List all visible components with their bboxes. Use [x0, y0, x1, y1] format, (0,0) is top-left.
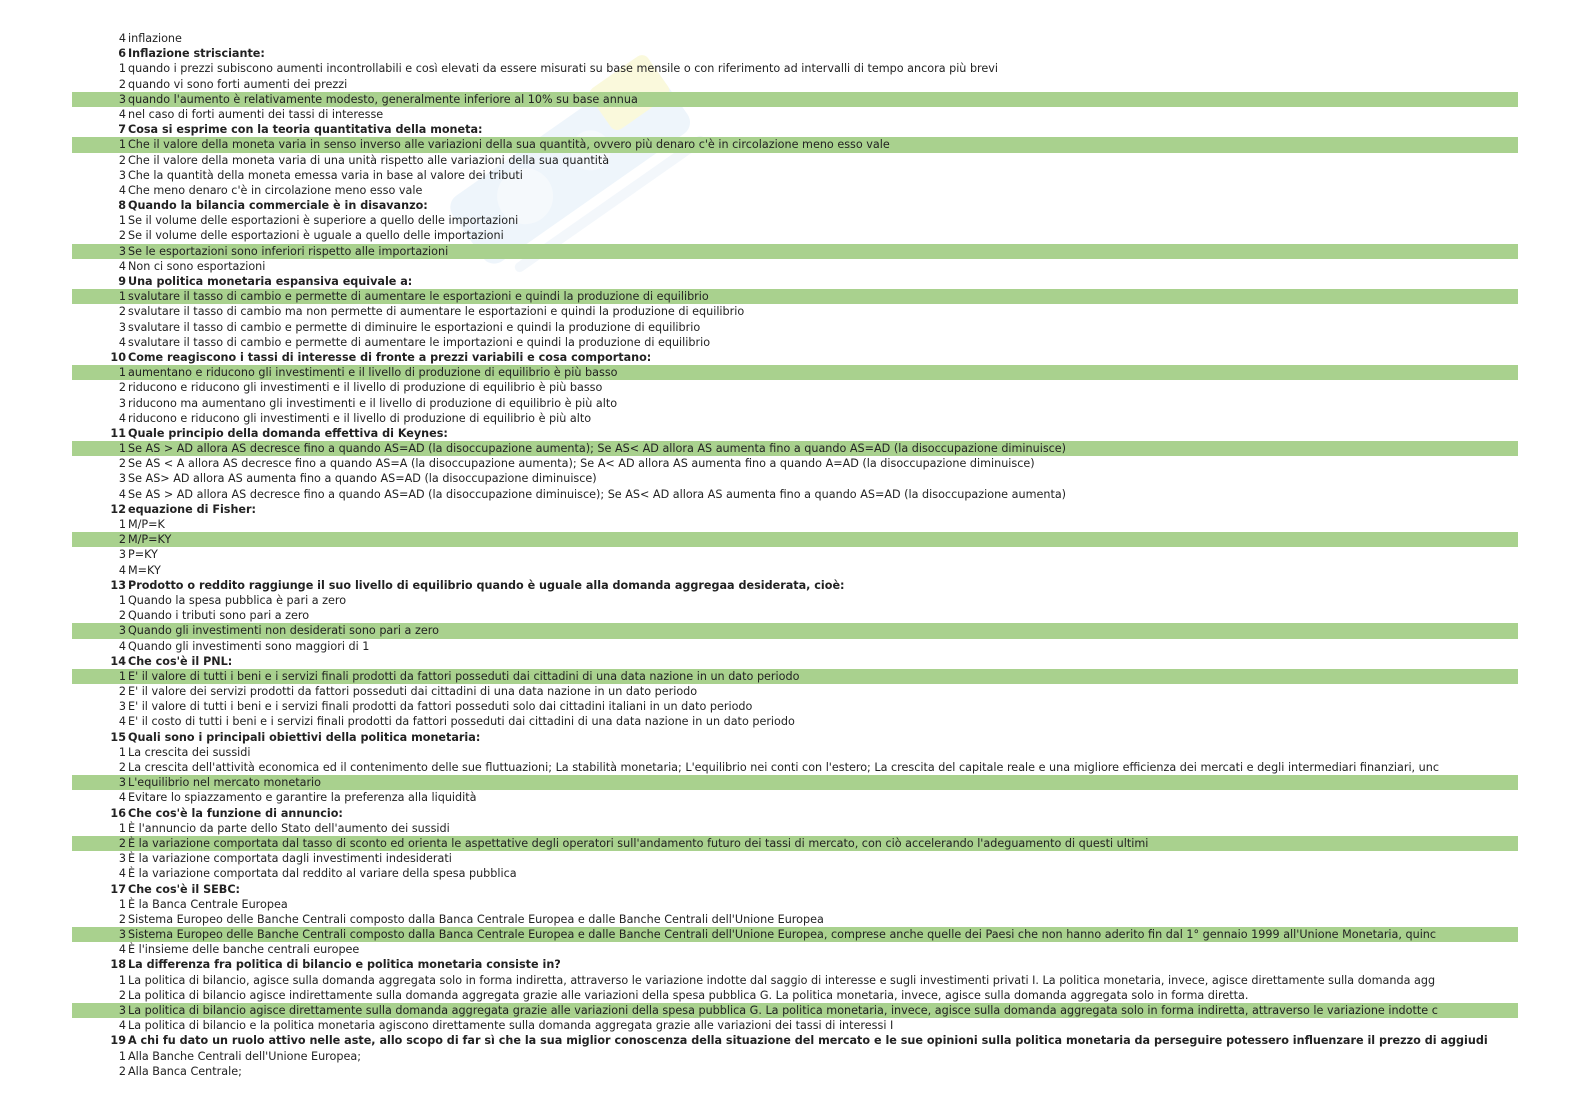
answer-row [0, 821, 1579, 836]
question-row [0, 957, 1579, 972]
answer-number: 1 [118, 973, 126, 987]
question-text: A chi fu dato un ruolo attivo nelle aste, allo scopo di far sì che la sua miglior conoscenza della situazione del mercato e le sue opinioni sulla politica monetaria da perseguire potessero influenzare il prezzo di aggiudi [128, 1034, 1488, 1048]
answer-number: 1 [118, 1049, 126, 1063]
correct-answer-row [72, 927, 1518, 942]
answer-text: Se il volume delle esportazioni è superiore a quello delle importazioni [128, 214, 519, 228]
answer-row [0, 456, 1579, 471]
answer-text: Se le esportazioni sono inferiori rispetto alle importazioni [128, 244, 449, 258]
answer-row [0, 487, 1579, 502]
answer-text: È la variazione comportata dal reddito al variare della spesa pubblica [128, 867, 517, 881]
question-row [0, 198, 1579, 213]
answer-row [0, 547, 1579, 562]
answer-number: 3 [118, 320, 126, 334]
answer-row [0, 866, 1579, 881]
answer-number: 1 [118, 62, 126, 76]
answer-number: 3 [118, 1004, 126, 1017]
answer-text: M/P=K [128, 518, 165, 531]
answer-text: svalutare il tasso di cambio e permette di diminuire le esportazioni e quindi la produzione di equilibrio [128, 320, 701, 334]
answer-text: E' il valore di tutti i beni e i servizi finali prodotti da fattori posseduti solo dai cittadini italiani in un dato periodo [128, 700, 753, 714]
answer-number: 4 [118, 715, 126, 729]
answer-number: 1 [118, 138, 126, 152]
answer-number: 3 [118, 700, 126, 714]
question-row [0, 730, 1579, 745]
answer-text: Evitare lo spiazzamento e garantire la preferenza alla liquidità [128, 791, 477, 805]
answer-text: riducono e riducono gli investimenti e il livello di produzione di equilibrio è più alto [128, 411, 592, 425]
answer-text: P=KY [128, 548, 158, 562]
answer-number: 1 [118, 442, 126, 456]
answer-text: È l'annuncio da parte dello Stato dell'aumento dei sussidi [128, 821, 450, 835]
question-number: 16 [110, 806, 126, 820]
answer-number: 3 [118, 396, 126, 410]
answer-text: Sistema Europeo delle Banche Centrali composto dalla Banca Centrale Europea e dalle Banche Centrali dell'Unione Europea, comprese anche quelle dei Paesi che non hanno aderito fin dal 1° gennaio 1999 all'Unione Monetaria, quinc [128, 928, 1437, 942]
question-row [0, 578, 1579, 593]
answer-number: 2 [118, 609, 126, 623]
answer-text: La politica di bilancio e la politica monetaria agiscono direttamente sulla domanda aggregata grazie alle variazioni dei tassi di interessi I [128, 1019, 894, 1033]
answer-row [0, 396, 1579, 411]
answer-number: 3 [118, 92, 126, 106]
answer-text: M/P=KY [128, 533, 172, 547]
correct-answer-row [72, 137, 1518, 152]
answer-text: svalutare il tasso di cambio e permette di aumentare le importazioni e quindi la produzione di equilibrio [128, 335, 711, 349]
answer-text: La politica di bilancio agisce direttamente sulla domanda aggregata grazie alle variazioni della spesa pubblica G. La politica monetaria, invece, agisce sulla domanda aggregata solo in forma indiretta, attraverso le variazione indotte c [128, 1004, 1438, 1017]
answer-row [0, 1018, 1579, 1033]
correct-answer-row [72, 441, 1518, 456]
answer-row [0, 608, 1579, 623]
answer-text: L'equilibrio nel mercato monetario [128, 776, 321, 790]
question-number: 12 [110, 502, 126, 516]
question-number: 7 [118, 123, 126, 137]
answer-number: 2 [118, 685, 126, 699]
question-number: 13 [110, 578, 126, 592]
answer-number: 1 [118, 214, 126, 228]
answer-row [0, 61, 1579, 76]
answer-number: 1 [118, 366, 126, 380]
question-number: 18 [110, 958, 126, 972]
answer-text: E' il valore di tutti i beni e i servizi finali prodotti da fattori posseduti dai cittadini di una data nazione in un dato periodo [128, 669, 800, 683]
correct-answer-row [72, 836, 1518, 851]
answer-number: 4 [118, 867, 126, 881]
answer-number: 4 [118, 791, 126, 805]
answer-text: Che il valore della moneta varia di una unità rispetto alle variazioni della sua quantità [128, 153, 610, 167]
answer-text: Se AS < A allora AS decresce fino a quando AS=A (la disoccupazione aumenta); Se A< AD allora AS aumenta fino a quando A=AD (la disoccupazione diminuisce) [128, 457, 1035, 471]
question-number: 17 [110, 882, 126, 896]
answer-text: Quando gli investimenti sono maggiori di 1 [128, 639, 370, 653]
answer-row [0, 411, 1579, 426]
answer-number: 4 [118, 943, 126, 957]
answer-number: 4 [118, 411, 126, 425]
answer-number: 1 [118, 669, 126, 683]
answer-number: 4 [118, 32, 126, 45]
answer-number: 1 [118, 821, 126, 835]
answer-text: Se il volume delle esportazioni è uguale a quello delle importazioni [128, 229, 504, 243]
answer-row [0, 942, 1579, 957]
correct-answer-row [72, 365, 1518, 380]
answer-text: La crescita dei sussidi [128, 745, 251, 759]
question-row [0, 122, 1579, 137]
question-number: 6 [118, 47, 126, 61]
answer-text: Che meno denaro c'è in circolazione meno esso vale [128, 183, 423, 197]
question-row [0, 46, 1579, 61]
answer-text: aumentano e riducono gli investimenti e il livello di produzione di equilibrio è più basso [128, 366, 618, 380]
question-text: Come reagiscono i tassi di interesse di fronte a prezzi variabili e cosa comportano: [128, 350, 652, 364]
answer-sheet [0, 31, 1579, 1079]
answer-row [0, 168, 1579, 183]
answer-text: La politica di bilancio agisce indirettamente sulla domanda aggregata grazie alle variazioni della spesa pubblica G. La politica monetaria, invece, agisce sulla domanda aggregata solo in forma diretta. [128, 988, 1249, 1002]
answer-number: 2 [118, 305, 126, 319]
answer-number: 2 [118, 457, 126, 471]
answer-row [0, 228, 1579, 243]
answer-number: 2 [118, 381, 126, 395]
answer-text: svalutare il tasso di cambio ma non permette di aumentare le esportazioni e quindi la produzione di equilibrio [128, 305, 745, 319]
question-number: 15 [110, 730, 126, 744]
answer-text: La politica di bilancio, agisce sulla domanda aggregata solo in forma indiretta, attraverso le variazione indotte dal saggio di interesse e sugli investimenti privati I. La politica monetaria, invece, agisce direttamente sulla domanda agg [128, 973, 1436, 987]
answer-number: 4 [118, 1019, 126, 1033]
answer-row [0, 684, 1579, 699]
answer-text: È la variazione comportata dal tasso di sconto ed orienta le aspettative degli operatori sull'andamento futuro dei tassi di mercato, con ciò accelerando l'adeguamento di questi ultimi [128, 836, 1149, 850]
answer-row [0, 563, 1579, 578]
correct-answer-row [72, 92, 1518, 107]
answer-number: 4 [118, 259, 126, 273]
question-text: Che cos'è la funzione di annuncio: [128, 806, 343, 820]
question-row [0, 654, 1579, 669]
correct-answer-row [72, 532, 1518, 547]
answer-row [0, 304, 1579, 319]
question-text: Quando la bilancia commerciale è in disavanzo: [128, 199, 428, 213]
correct-answer-row [72, 244, 1518, 259]
question-row [0, 806, 1579, 821]
answer-row [0, 31, 1579, 46]
answer-number: 1 [118, 518, 126, 531]
answer-row [0, 897, 1579, 912]
answer-text: Se AS> AD allora AS aumenta fino a quando AS=AD (la disoccupazione diminuisce) [128, 472, 597, 486]
answer-row [0, 851, 1579, 866]
answer-text: Quando i tributi sono pari a zero [128, 609, 310, 623]
answer-number: 1 [118, 290, 126, 304]
answer-number: 1 [118, 593, 126, 607]
answer-text: È la Banca Centrale Europea [128, 897, 288, 911]
answer-row [0, 335, 1579, 350]
correct-answer-row [72, 669, 1518, 684]
answer-row [0, 988, 1579, 1003]
answer-row [0, 912, 1579, 927]
question-text: Inflazione strisciante: [128, 47, 265, 61]
question-text: Quale principio della domanda effettiva di Keynes: [128, 426, 448, 440]
answer-number: 3 [118, 624, 126, 638]
answer-text: Quando la spesa pubblica è pari a zero [128, 593, 347, 607]
answer-text: È la variazione comportata dagli investimenti indesiderati [128, 852, 452, 866]
answer-number: 4 [118, 639, 126, 653]
question-row [0, 274, 1579, 289]
question-number: 19 [110, 1034, 126, 1048]
answer-text: quando i prezzi subiscono aumenti incontrollabili e così elevati da essere misurati su base mensile o con riferimento ad intervalli di tempo ancora più brevi [128, 62, 999, 76]
question-number: 8 [118, 199, 126, 213]
question-row [0, 426, 1579, 441]
answer-number: 3 [118, 244, 126, 258]
question-number: 11 [110, 426, 126, 440]
answer-number: 2 [118, 153, 126, 167]
question-text: equazione di Fisher: [128, 502, 257, 516]
answer-row [0, 107, 1579, 122]
question-row [0, 502, 1579, 517]
answer-number: 4 [118, 335, 126, 349]
correct-answer-row [72, 775, 1518, 790]
answer-number: 2 [118, 988, 126, 1002]
answer-text: riducono ma aumentano gli investimenti e il livello di produzione di equilibrio è più alto [128, 396, 618, 410]
answer-number: 2 [118, 761, 126, 774]
answer-row [0, 1064, 1579, 1079]
answer-row [0, 639, 1579, 654]
answer-text: inflazione [128, 32, 182, 45]
answer-text: La crescita dell'attività economica ed il contenimento delle sue fluttuazioni; La stabilità monetaria; L'equilibrio nei conti con l'estero; La crescita del capitale reale e una migliore efficienza dei mercati e degli intermediari finanziari, unc [128, 761, 1439, 774]
question-number: 9 [118, 275, 126, 288]
answer-text: Alla Banche Centrali dell'Unione Europea; [128, 1049, 361, 1063]
question-text: Che cos'è il PNL: [128, 654, 233, 668]
answer-row [0, 213, 1579, 228]
answer-row [0, 973, 1579, 988]
answer-row [0, 593, 1579, 608]
answer-row [0, 183, 1579, 198]
answer-number: 3 [118, 472, 126, 486]
answer-row [0, 259, 1579, 274]
question-row [0, 350, 1579, 365]
answer-text: Non ci sono esportazioni [128, 259, 266, 273]
answer-text: M=KY [128, 563, 161, 577]
answer-text: Quando gli investimenti non desiderati sono pari a zero [128, 624, 439, 638]
answer-text: quando vi sono forti aumenti dei prezzi [128, 77, 348, 91]
answer-number: 3 [118, 548, 126, 562]
question-row [0, 1033, 1579, 1048]
answer-number: 3 [118, 928, 126, 942]
correct-answer-row [72, 623, 1518, 638]
answer-text: È l'insieme delle banche centrali europee [128, 943, 360, 957]
answer-number: 2 [118, 229, 126, 243]
answer-text: riducono e riducono gli investimenti e il livello di produzione di equilibrio è più basso [128, 381, 603, 395]
question-number: 10 [110, 350, 126, 364]
answer-text: E' il costo di tutti i beni e i servizi finali prodotti da fattori posseduti dai cittadini di una data nazione in un dato periodo [128, 715, 795, 729]
question-text: Prodotto o reddito raggiunge il suo livello di equilibrio quando è uguale alla domanda aggregaa desiderata, cioè: [128, 578, 845, 592]
answer-row [0, 1049, 1579, 1064]
answer-text: Che il valore della moneta varia in senso inverso alle variazioni della sua quantità, ovvero più denaro c'è in circolazione meno esso vale [128, 138, 890, 152]
answer-text: Sistema Europeo delle Banche Centrali composto dalla Banca Centrale Europea e dalle Banche Centrali dell'Unione Europea [128, 912, 824, 926]
question-text: La differenza fra politica di bilancio e politica monetaria consiste in? [128, 958, 561, 972]
answer-number: 1 [118, 897, 126, 911]
answer-number: 3 [118, 776, 126, 790]
question-text: Una politica monetaria espansiva equivale a: [128, 275, 413, 288]
answer-row [0, 77, 1579, 92]
answer-text: Che la quantità della moneta emessa varia in base al valore dei tributi [128, 168, 523, 182]
answer-text: Se AS > AD allora AS decresce fino a quando AS=AD (la disoccupazione aumenta); Se AS< AD allora AS aumenta fino a quando AS=AD (la disoccupazione diminuisce) [128, 442, 1067, 456]
answer-row [0, 517, 1579, 532]
answer-text: quando l'aumento è relativamente modesto, generalmente inferiore al 10% su base annua [128, 92, 638, 106]
answer-row [0, 380, 1579, 395]
answer-row [0, 760, 1579, 775]
answer-number: 1 [118, 745, 126, 759]
answer-number: 4 [118, 183, 126, 197]
answer-row [0, 714, 1579, 729]
answer-text: svalutare il tasso di cambio e permette di aumentare le esportazioni e quindi la produzione di equilibrio [128, 290, 709, 304]
answer-text: nel caso di forti aumenti dei tassi di interesse [128, 107, 384, 121]
answer-row [0, 153, 1579, 168]
answer-number: 4 [118, 563, 126, 577]
answer-number: 2 [118, 77, 126, 91]
answer-number: 4 [118, 487, 126, 501]
answer-row [0, 745, 1579, 760]
answer-number: 2 [118, 836, 126, 850]
correct-answer-row [72, 289, 1518, 304]
answer-number: 4 [118, 107, 126, 121]
answer-number: 3 [118, 168, 126, 182]
correct-answer-row [72, 1003, 1518, 1018]
answer-number: 2 [118, 533, 126, 547]
answer-text: Alla Banca Centrale; [128, 1064, 242, 1078]
question-text: Quali sono i principali obiettivi della politica monetaria: [128, 730, 481, 744]
answer-number: 2 [118, 912, 126, 926]
answer-row [0, 320, 1579, 335]
answer-row [0, 471, 1579, 486]
question-row [0, 882, 1579, 897]
answer-row [0, 790, 1579, 805]
answer-number: 2 [118, 1064, 126, 1078]
question-number: 14 [110, 654, 126, 668]
answer-row [0, 699, 1579, 714]
answer-number: 3 [118, 852, 126, 866]
question-text: Che cos'è il SEBC: [128, 882, 241, 896]
answer-text: E' il valore dei servizi prodotti da fattori posseduti dai cittadini di una data nazione in un dato periodo [128, 685, 698, 699]
question-text: Cosa si esprime con la teoria quantitativa della moneta: [128, 123, 483, 137]
answer-text: Se AS > AD allora AS decresce fino a quando AS=AD (la disoccupazione diminuisce); Se AS< AD allora AS aumenta fino a quando AS=AD (la disoccupazione aumenta) [128, 487, 1067, 501]
